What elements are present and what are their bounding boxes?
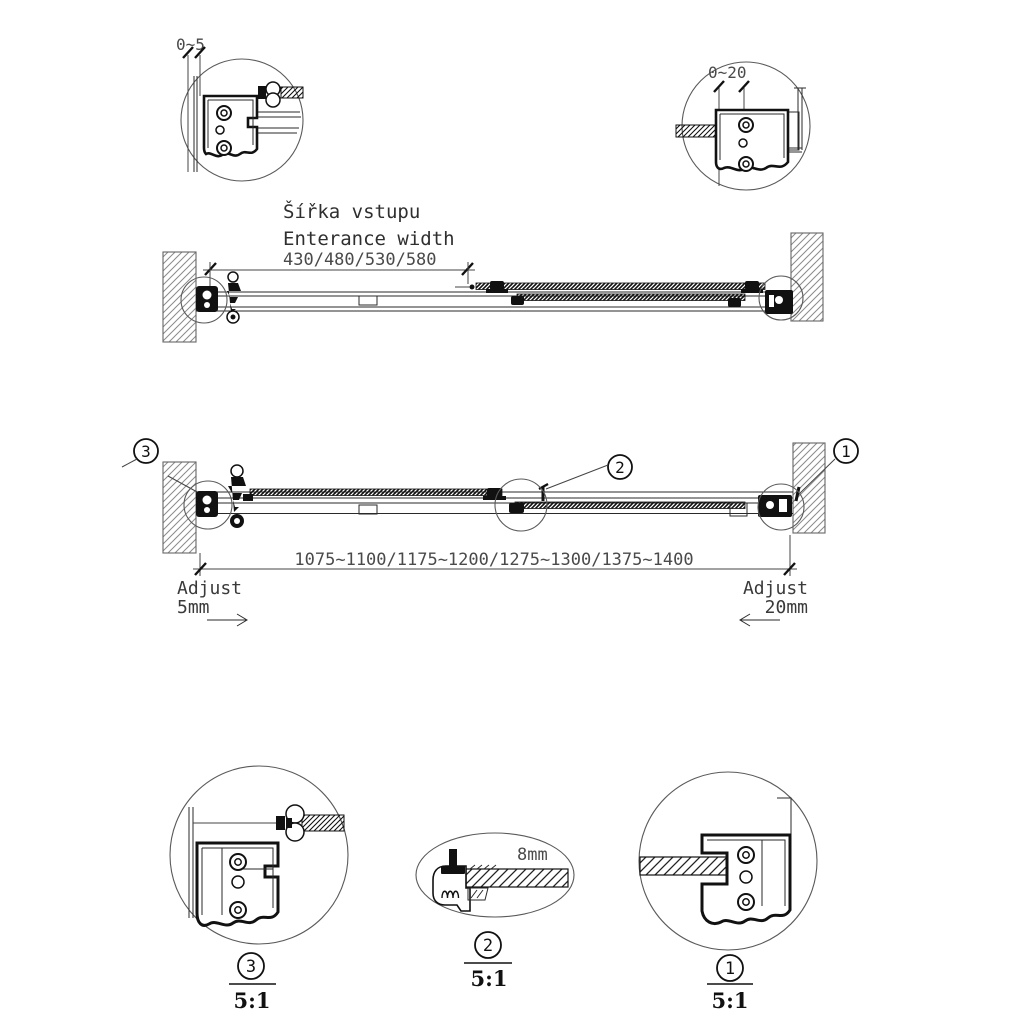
knob-top <box>228 272 238 282</box>
glass-panel-section <box>466 869 568 887</box>
knob-top <box>231 465 243 477</box>
detail-number: 1 <box>724 959 736 979</box>
panel-clip <box>511 296 524 305</box>
bracket-hole <box>203 291 212 300</box>
detail-scale: 5:1 <box>470 966 508 991</box>
arrow-right-icon <box>207 614 247 626</box>
roller <box>745 281 759 290</box>
adjust-right-annotation <box>740 578 808 626</box>
roller-base <box>486 289 508 293</box>
sliding-glass-panel <box>515 502 745 509</box>
screw-center <box>235 859 241 865</box>
roller-stop <box>276 816 285 830</box>
assembly-view-top <box>163 233 823 342</box>
detail-bubble-top-right <box>676 62 810 190</box>
wall-section-left <box>163 252 196 342</box>
callout-number-1: 1 <box>841 442 851 461</box>
overall-widths-dim: 1075~1100/1175~1200/1275~1300/1375~1400 <box>294 550 694 570</box>
screw-center <box>221 110 227 116</box>
roller-axle <box>286 818 292 828</box>
screw-center <box>235 907 241 913</box>
glass-panel-section <box>640 857 728 875</box>
detail-scale: 5:1 <box>711 988 749 1013</box>
entrance-widths-dim: 430/480/530/580 <box>283 250 437 270</box>
adjust-knob <box>227 283 241 313</box>
roller-stop <box>258 86 266 99</box>
callout-number-3: 3 <box>141 442 151 461</box>
screw-center <box>743 899 749 905</box>
leader-dot <box>470 285 475 290</box>
profile-lip-hatch <box>471 890 483 898</box>
knob-bottom-hole <box>234 518 240 524</box>
entrance-width-title-en: Enterance width <box>283 228 455 250</box>
detail-bubble-top-left <box>176 35 303 181</box>
bracket-hole <box>775 296 783 304</box>
knob-wing <box>243 494 253 501</box>
screw-center <box>221 145 227 151</box>
gap-dim-label: 0~20 <box>708 63 747 82</box>
screw-hole <box>232 876 244 888</box>
knob-bottom-dot <box>231 315 236 320</box>
wall-section-right <box>791 233 823 321</box>
bracket-slot <box>779 499 787 512</box>
detail-scale: 5:1 <box>233 988 271 1013</box>
screw-hole <box>216 126 224 134</box>
bracket-hole <box>204 302 210 308</box>
fixed-glass-panel <box>250 489 502 496</box>
panel-clip <box>728 298 741 307</box>
leader-line <box>546 465 608 489</box>
screw-center <box>743 161 749 167</box>
set-screw-head <box>441 866 465 874</box>
roller <box>490 281 504 290</box>
detail-number: 3 <box>245 957 257 977</box>
track-clip-outline <box>359 296 377 305</box>
screw-center <box>743 852 749 858</box>
detail-view-2 <box>416 833 574 991</box>
wall-section-left <box>163 462 196 553</box>
roller-base <box>483 496 506 500</box>
adjust-right-label: Adjust <box>742 578 808 599</box>
sliding-glass-panel <box>476 283 765 290</box>
bracket-hole <box>203 496 212 505</box>
screw-hole <box>739 139 747 147</box>
detail-view-1 <box>639 772 817 1013</box>
gap-dim-label: 0~5 <box>176 35 205 54</box>
panel-clip <box>509 503 524 513</box>
fixed-glass-panel <box>517 294 745 301</box>
screw-hole <box>740 871 752 883</box>
adjust-right-value: 20mm <box>764 597 808 618</box>
entrance-width-title-cz: Šířka vstupu <box>283 201 421 223</box>
track-clip-outline <box>359 505 377 514</box>
assembly-view-bottom <box>122 439 858 626</box>
adjust-left-annotation <box>177 578 247 626</box>
detail-view-3 <box>170 766 348 1013</box>
adjust-left-value: 5mm <box>177 597 210 618</box>
bracket-hole <box>204 507 210 513</box>
glass-edge-hatched <box>281 87 303 98</box>
leader-line <box>122 459 137 467</box>
profile-lip <box>468 888 488 900</box>
screw-center <box>743 122 749 128</box>
detail-number: 2 <box>482 936 494 956</box>
callout-number-2: 2 <box>615 458 625 477</box>
adjust-left-label: Adjust <box>177 578 243 599</box>
bracket-hole <box>766 501 774 509</box>
glass-edge-hatched <box>302 815 344 831</box>
bracket-slot <box>769 295 774 307</box>
glass-thickness-label: 8mm <box>517 845 548 865</box>
roller-wheel <box>266 93 280 107</box>
